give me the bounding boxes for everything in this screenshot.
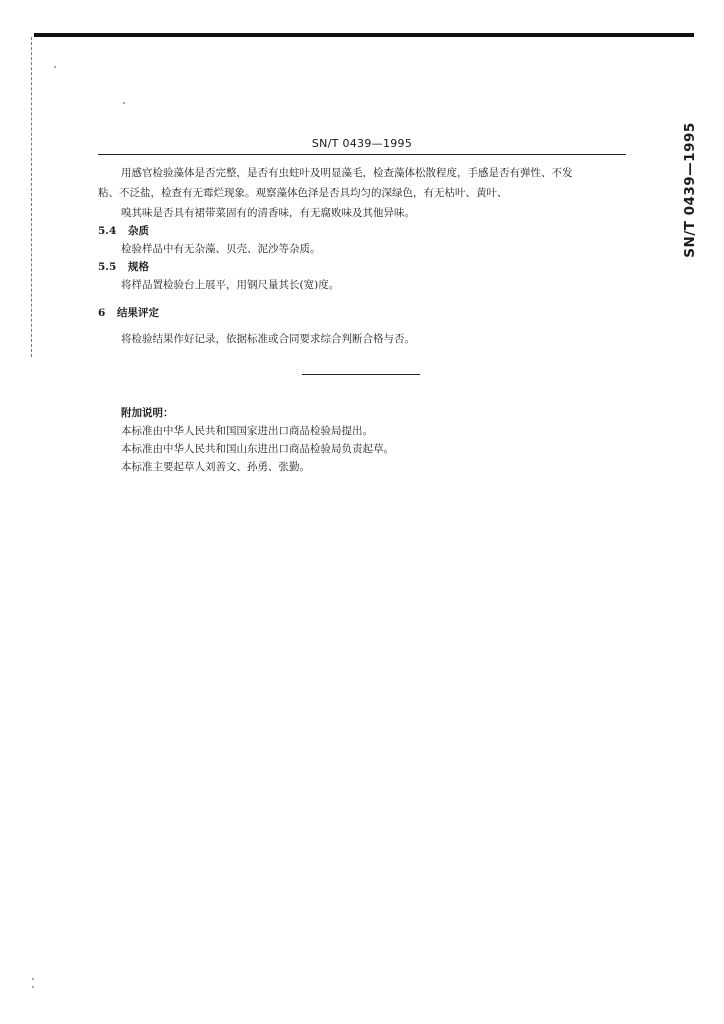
section-number: 6 bbox=[98, 307, 106, 319]
paragraph-line: 用感官检验藻体是否完整，是否有虫蛀叶及明显藻毛，检查藻体松散程度，手感是否有弹性、不发 bbox=[121, 167, 573, 179]
appendix-line: 本标准由中华人民共和国国家进出口商品检验局提出。 bbox=[121, 425, 373, 437]
section-title: 规格 bbox=[128, 261, 149, 273]
side-standard-code: SN/T 0439—1995 bbox=[682, 122, 698, 258]
section-number: 5.4 bbox=[98, 225, 117, 237]
section-text: 检验样品中有无杂藻、贝壳、泥沙等杂质。 bbox=[121, 243, 321, 255]
top-border-bar bbox=[34, 33, 694, 37]
header-rule bbox=[98, 154, 626, 155]
paragraph-line: 粘、不泛盐，检查有无霉烂现象。观察藻体色泽是否具均匀的深绿色，有无枯叶、黄叶、 bbox=[98, 187, 508, 199]
scan-speck bbox=[123, 102, 125, 104]
scan-speck bbox=[32, 978, 34, 980]
section-title: 结果评定 bbox=[117, 307, 159, 319]
page-header-code: SN/T 0439—1995 bbox=[311, 137, 413, 150]
section-title: 杂质 bbox=[128, 225, 149, 237]
scan-speck bbox=[54, 66, 56, 68]
scan-left-edge bbox=[31, 37, 33, 357]
appendix-title: 附加说明： bbox=[121, 407, 174, 419]
scan-speck bbox=[32, 986, 34, 988]
appendix-line: 本标准由中华人民共和国山东进出口商品检验局负责起草。 bbox=[121, 443, 394, 455]
paragraph-line: 嗅其味是否具有裙带菜固有的清香味，有无腐败味及其他异味。 bbox=[121, 207, 415, 219]
appendix-line: 本标准主要起草人刘善文、孙勇、张勤。 bbox=[121, 461, 310, 473]
section-text: 将样品置检验台上展平，用钢尺量其长(宽)度。 bbox=[121, 279, 340, 291]
end-rule bbox=[302, 374, 420, 375]
section-text: 将检验结果作好记录，依据标准或合同要求综合判断合格与否。 bbox=[121, 333, 415, 345]
section-number: 5.5 bbox=[98, 261, 117, 273]
